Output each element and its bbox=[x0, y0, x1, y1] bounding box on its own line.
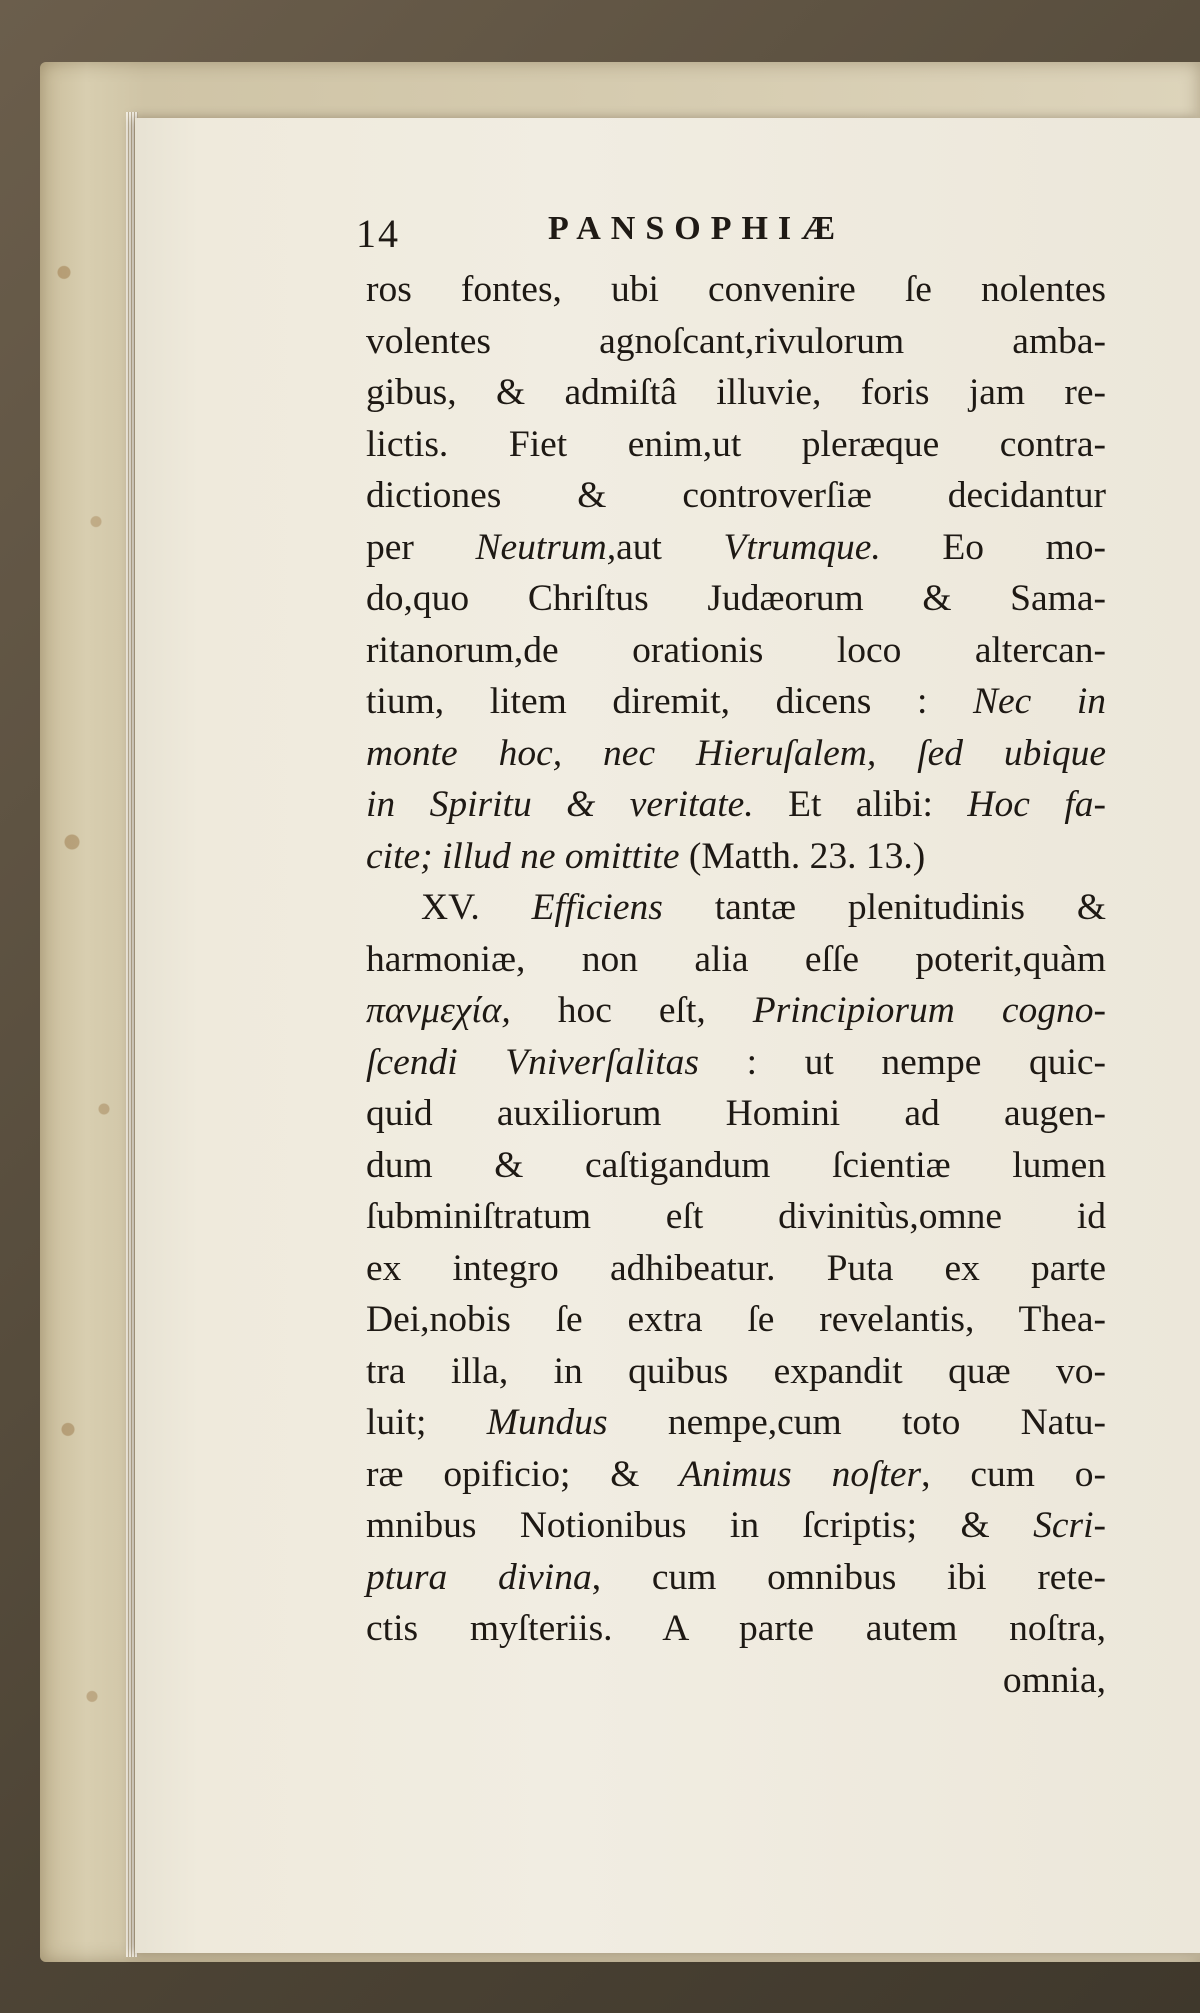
italic-text: Vtrumque. bbox=[723, 526, 881, 568]
page-number: 14 bbox=[356, 211, 400, 256]
roman-text: per bbox=[366, 526, 476, 568]
roman-text: dum & caſtigandum ſcientiæ lumen bbox=[366, 1144, 1106, 1186]
text-line bbox=[366, 728, 1106, 780]
italic-text: Hoc fa- bbox=[967, 784, 1106, 825]
italic-text: ſcendi Vniverſalitas bbox=[366, 1041, 699, 1083]
roman-text: Dei,nobis ſe extra ſe revelantis, Thea- bbox=[366, 1299, 1106, 1340]
text-line bbox=[366, 522, 1106, 574]
roman-text: mnibus Notionibus in ſcriptis; & bbox=[366, 1505, 1034, 1546]
roman-text: : ut nempe quic- bbox=[698, 1041, 1106, 1083]
text-line bbox=[366, 1346, 1106, 1398]
roman-text: lictis. Fiet enim,ut pleræque contra- bbox=[366, 423, 1106, 465]
text-line bbox=[366, 882, 1106, 934]
italic-text: Mundus bbox=[486, 1402, 608, 1443]
italic-text: Neutrum, bbox=[475, 526, 617, 568]
italic-text: Nec in bbox=[972, 681, 1106, 722]
text-line bbox=[366, 1294, 1106, 1346]
italic-text: Scri- bbox=[1033, 1505, 1106, 1546]
roman-text: tra illa, in quibus expandit quæ vo- bbox=[366, 1350, 1106, 1392]
roman-text: nempe,cum toto Natu- bbox=[607, 1402, 1106, 1443]
text-line bbox=[366, 1449, 1106, 1501]
roman-text: Eo mo- bbox=[880, 526, 1106, 568]
text-line bbox=[366, 985, 1106, 1037]
roman-text: ræ opificio; & bbox=[366, 1453, 680, 1495]
italic-text: πανμεχία, bbox=[366, 990, 511, 1031]
roman-text: gibus, & admiſtâ illuvie, foris jam re- bbox=[366, 372, 1106, 413]
roman-text: tium, litem diremit, dicens : bbox=[366, 681, 973, 722]
italic-text: Principiorum cogno- bbox=[752, 990, 1106, 1031]
text-line bbox=[366, 1500, 1106, 1552]
text-line bbox=[366, 419, 1106, 471]
roman-text: harmoniæ, non alia eſſe poterit,quàm bbox=[366, 938, 1106, 980]
text-line bbox=[366, 831, 1106, 883]
page-header bbox=[356, 206, 896, 262]
roman-text: , cum omnibus ibi rete- bbox=[591, 1556, 1106, 1598]
roman-text: hoc eſt, bbox=[510, 990, 753, 1031]
roman-text: aut bbox=[616, 526, 724, 568]
foxing-marks bbox=[48, 130, 128, 1910]
roman-text: ſubminiſtratum eſt divinitùs,omne id bbox=[366, 1196, 1106, 1237]
roman-text: ctis myſteriis. A parte autem noſtra, bbox=[366, 1608, 1106, 1649]
italic-text: Efficiens bbox=[531, 887, 663, 928]
roman-text: tantæ plenitudinis & bbox=[662, 887, 1106, 928]
roman-text: Et alibi: bbox=[753, 784, 968, 825]
roman-text: luit; bbox=[366, 1402, 487, 1443]
text-line bbox=[366, 625, 1106, 677]
text-line bbox=[366, 1552, 1106, 1604]
italic-text: in Spiritu & veritate. bbox=[366, 784, 754, 825]
italic-text: cite; illud ne omittite bbox=[366, 835, 680, 877]
roman-text: volentes agnoſcant,rivulorum amba- bbox=[366, 320, 1106, 362]
italic-text: Animus noſter bbox=[679, 1453, 922, 1495]
italic-text: ptura divina bbox=[366, 1556, 592, 1598]
text-line bbox=[366, 1140, 1106, 1192]
catchword: omnia, bbox=[1002, 1659, 1106, 1701]
italic-text: monte hoc, nec Hieruſalem, ſed ubique bbox=[366, 732, 1106, 774]
text-line bbox=[366, 934, 1106, 986]
text-line bbox=[366, 470, 1106, 522]
body-text bbox=[366, 264, 1106, 1706]
text-line bbox=[366, 264, 1106, 316]
text-line bbox=[366, 1037, 1106, 1089]
text-line bbox=[366, 1603, 1106, 1655]
roman-text: , cum o- bbox=[921, 1453, 1106, 1495]
roman-text: ritanorum,de orationis loco altercan- bbox=[366, 629, 1106, 671]
text-line bbox=[366, 1088, 1106, 1140]
text-line bbox=[366, 367, 1106, 419]
text-line bbox=[366, 676, 1106, 728]
text-line bbox=[366, 573, 1106, 625]
roman-text: quid auxiliorum Homini ad augen- bbox=[366, 1093, 1106, 1134]
roman-text: (Matth. 23. 13.) bbox=[679, 835, 926, 877]
text-line bbox=[366, 1397, 1106, 1449]
text-line bbox=[366, 1243, 1106, 1295]
running-head: PANSOPHIÆ bbox=[548, 210, 846, 247]
text-line bbox=[366, 316, 1106, 368]
roman-text: ros fontes, ubi convenire ſe nolentes bbox=[366, 269, 1106, 310]
text-line bbox=[366, 779, 1106, 831]
roman-text: dictiones & controverſiæ decidantur bbox=[366, 475, 1106, 516]
roman-text: XV. bbox=[421, 887, 532, 928]
text-line bbox=[366, 1191, 1106, 1243]
roman-text: ex integro adhibeatur. Puta ex parte bbox=[366, 1247, 1106, 1289]
roman-text: do,quo Chriſtus Judæorum & Sama- bbox=[366, 578, 1106, 619]
